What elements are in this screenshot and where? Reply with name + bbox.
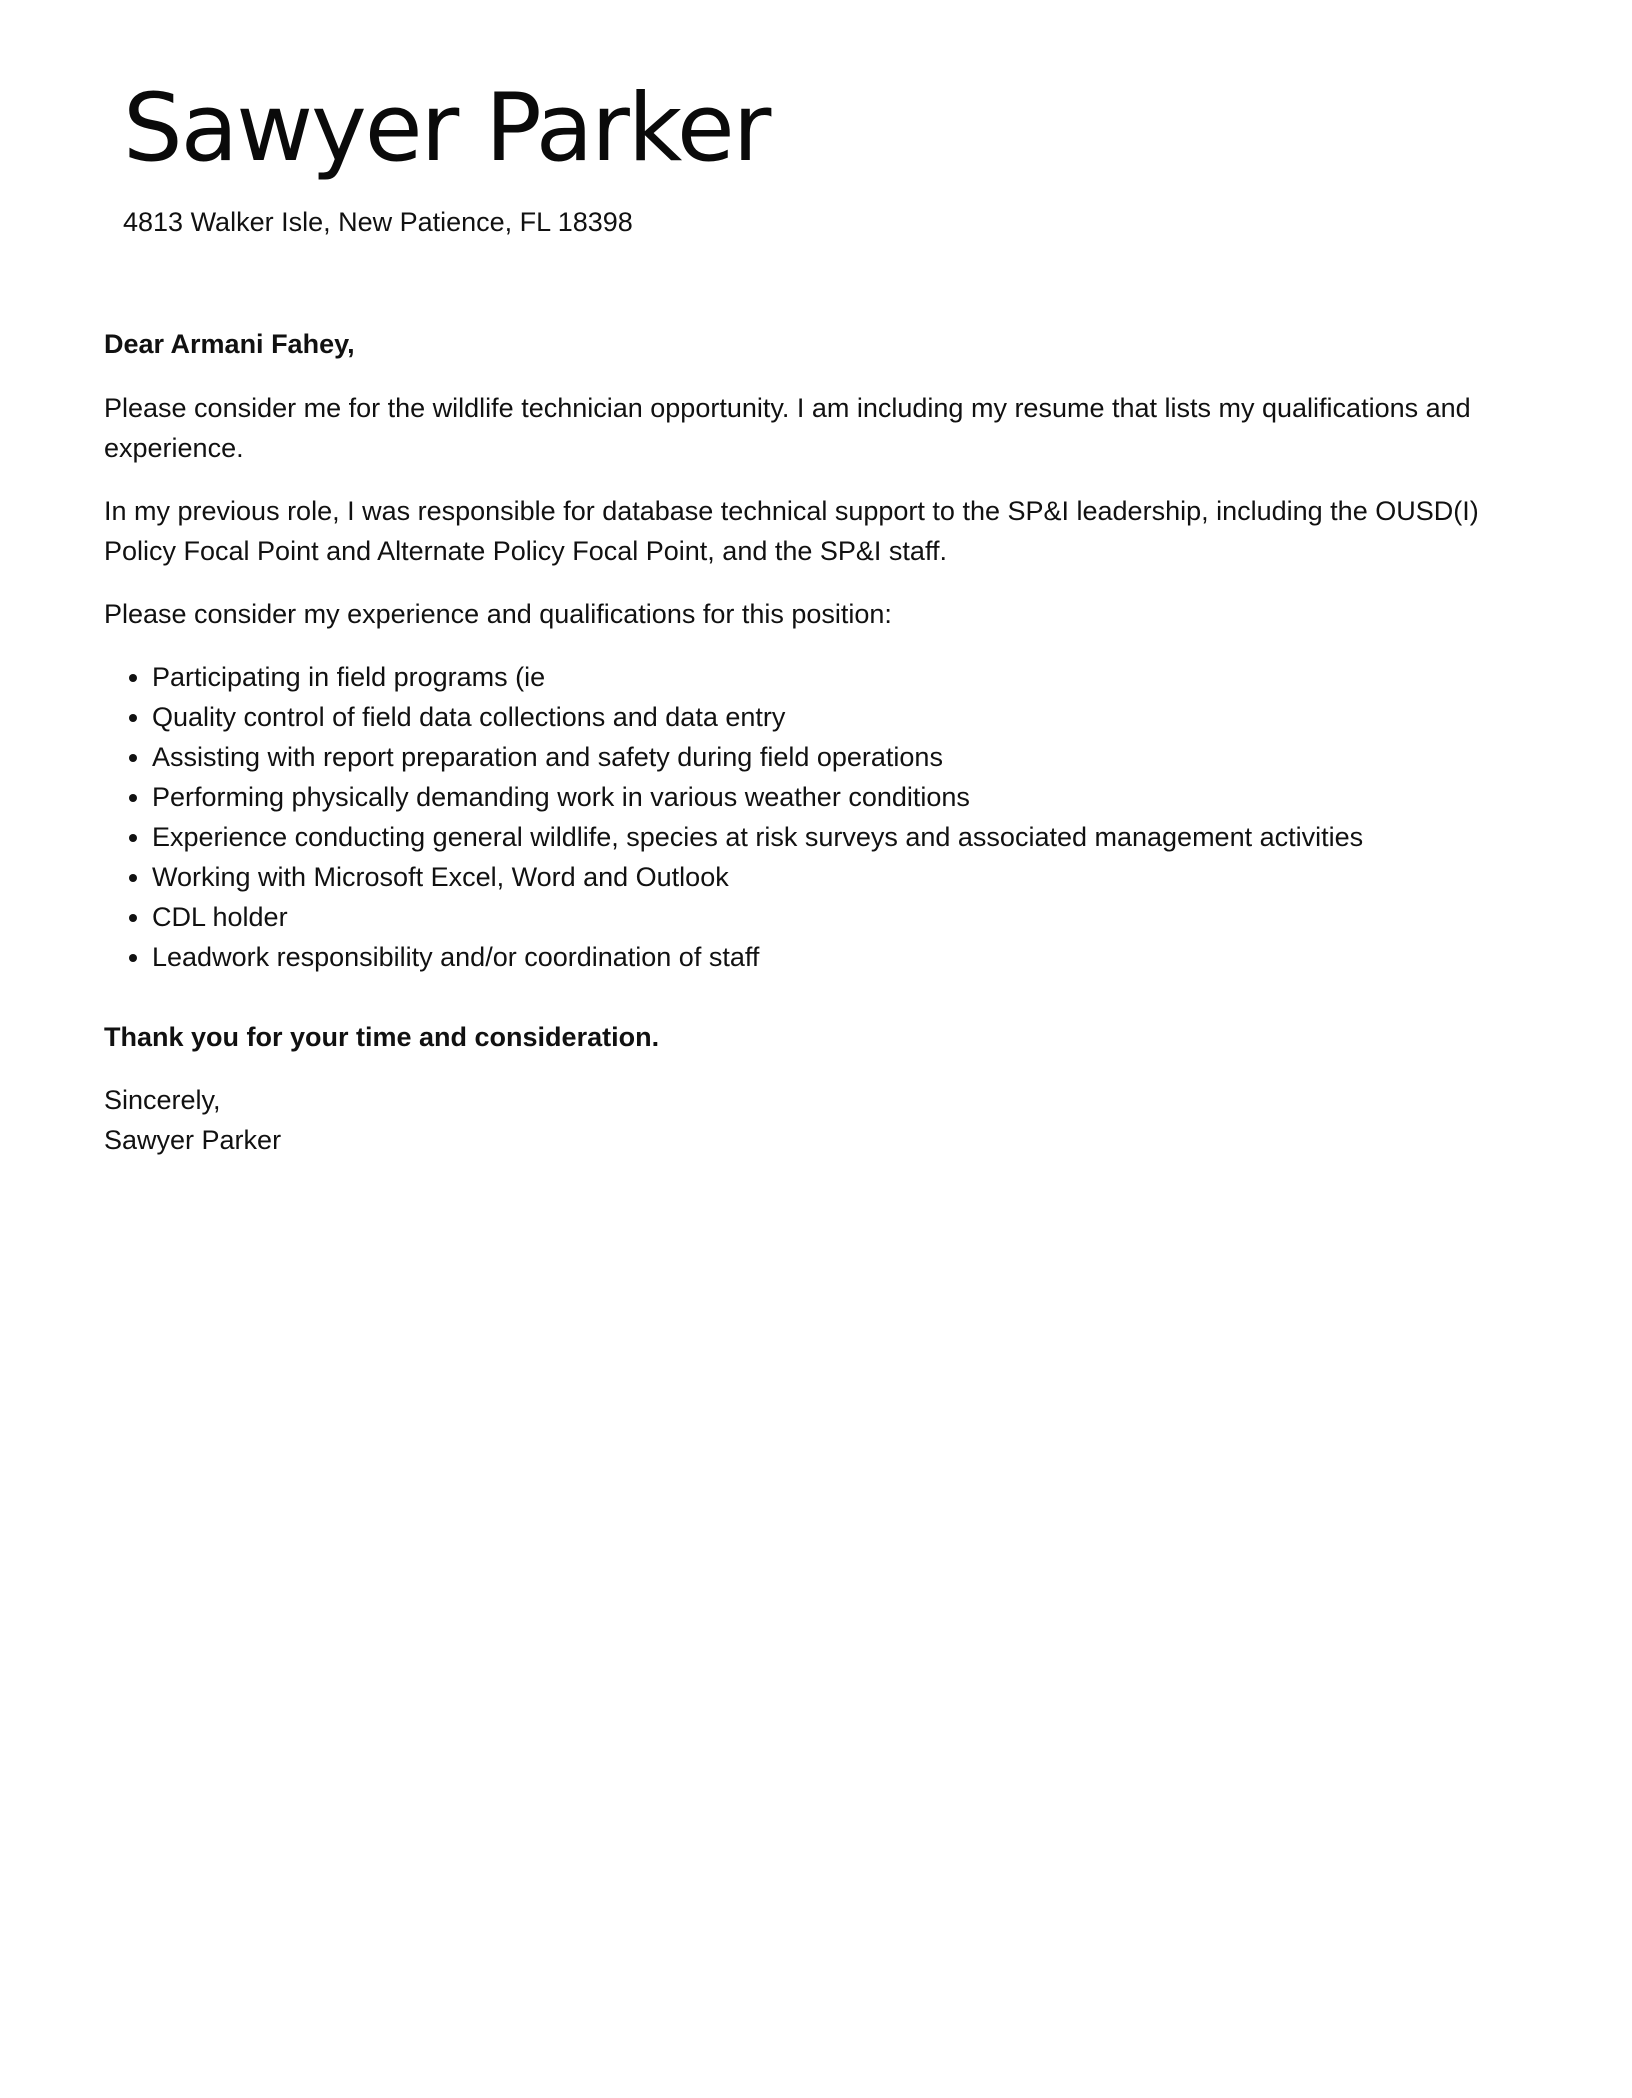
intro-paragraph: Please consider me for the wildlife technician opportunity. I am including my resume that lists my qualifications and experience. (104, 393, 1471, 463)
previous-role-paragraph: In my previous role, I was responsible for database technical support to the SP&I leadership, including the OUSD(I) Policy Focal Point and Alternate Policy Focal Point, and the SP&I staff. (104, 496, 1479, 566)
list-item: • Participating in field programs (ie (152, 657, 1544, 697)
closing-word: Sincerely, (104, 1085, 221, 1115)
signature-name: Sawyer Parker (104, 1125, 282, 1155)
applicant-name: Sawyer Parker (123, 74, 770, 183)
list-item: • CDL holder (152, 897, 1544, 937)
salutation: Dear Armani Fahey, (104, 329, 355, 359)
thanks-line: Thank you for your time and consideration. (104, 1022, 660, 1052)
applicant-address: 4813 Walker Isle, New Patience, FL 18398 (123, 207, 633, 237)
list-item: • Working with Microsoft Excel, Word and Outlook (152, 857, 1544, 897)
list-item: • Performing physically demanding work in various weather conditions (152, 777, 1544, 817)
list-item: • Quality control of field data collections and data entry (152, 697, 1544, 737)
list-item: • Leadwork responsibility and/or coordination of staff (152, 937, 1544, 977)
qualifications-list (104, 657, 1544, 977)
list-item: • Experience conducting general wildlife, species at risk surveys and associated management activities (152, 817, 1544, 857)
letter-body (104, 324, 1544, 1160)
qualifications-intro: Please consider my experience and qualifications for this position: (104, 599, 892, 629)
list-item: • Assisting with report preparation and safety during field operations (152, 737, 1544, 777)
closing-block (104, 1080, 1544, 1160)
